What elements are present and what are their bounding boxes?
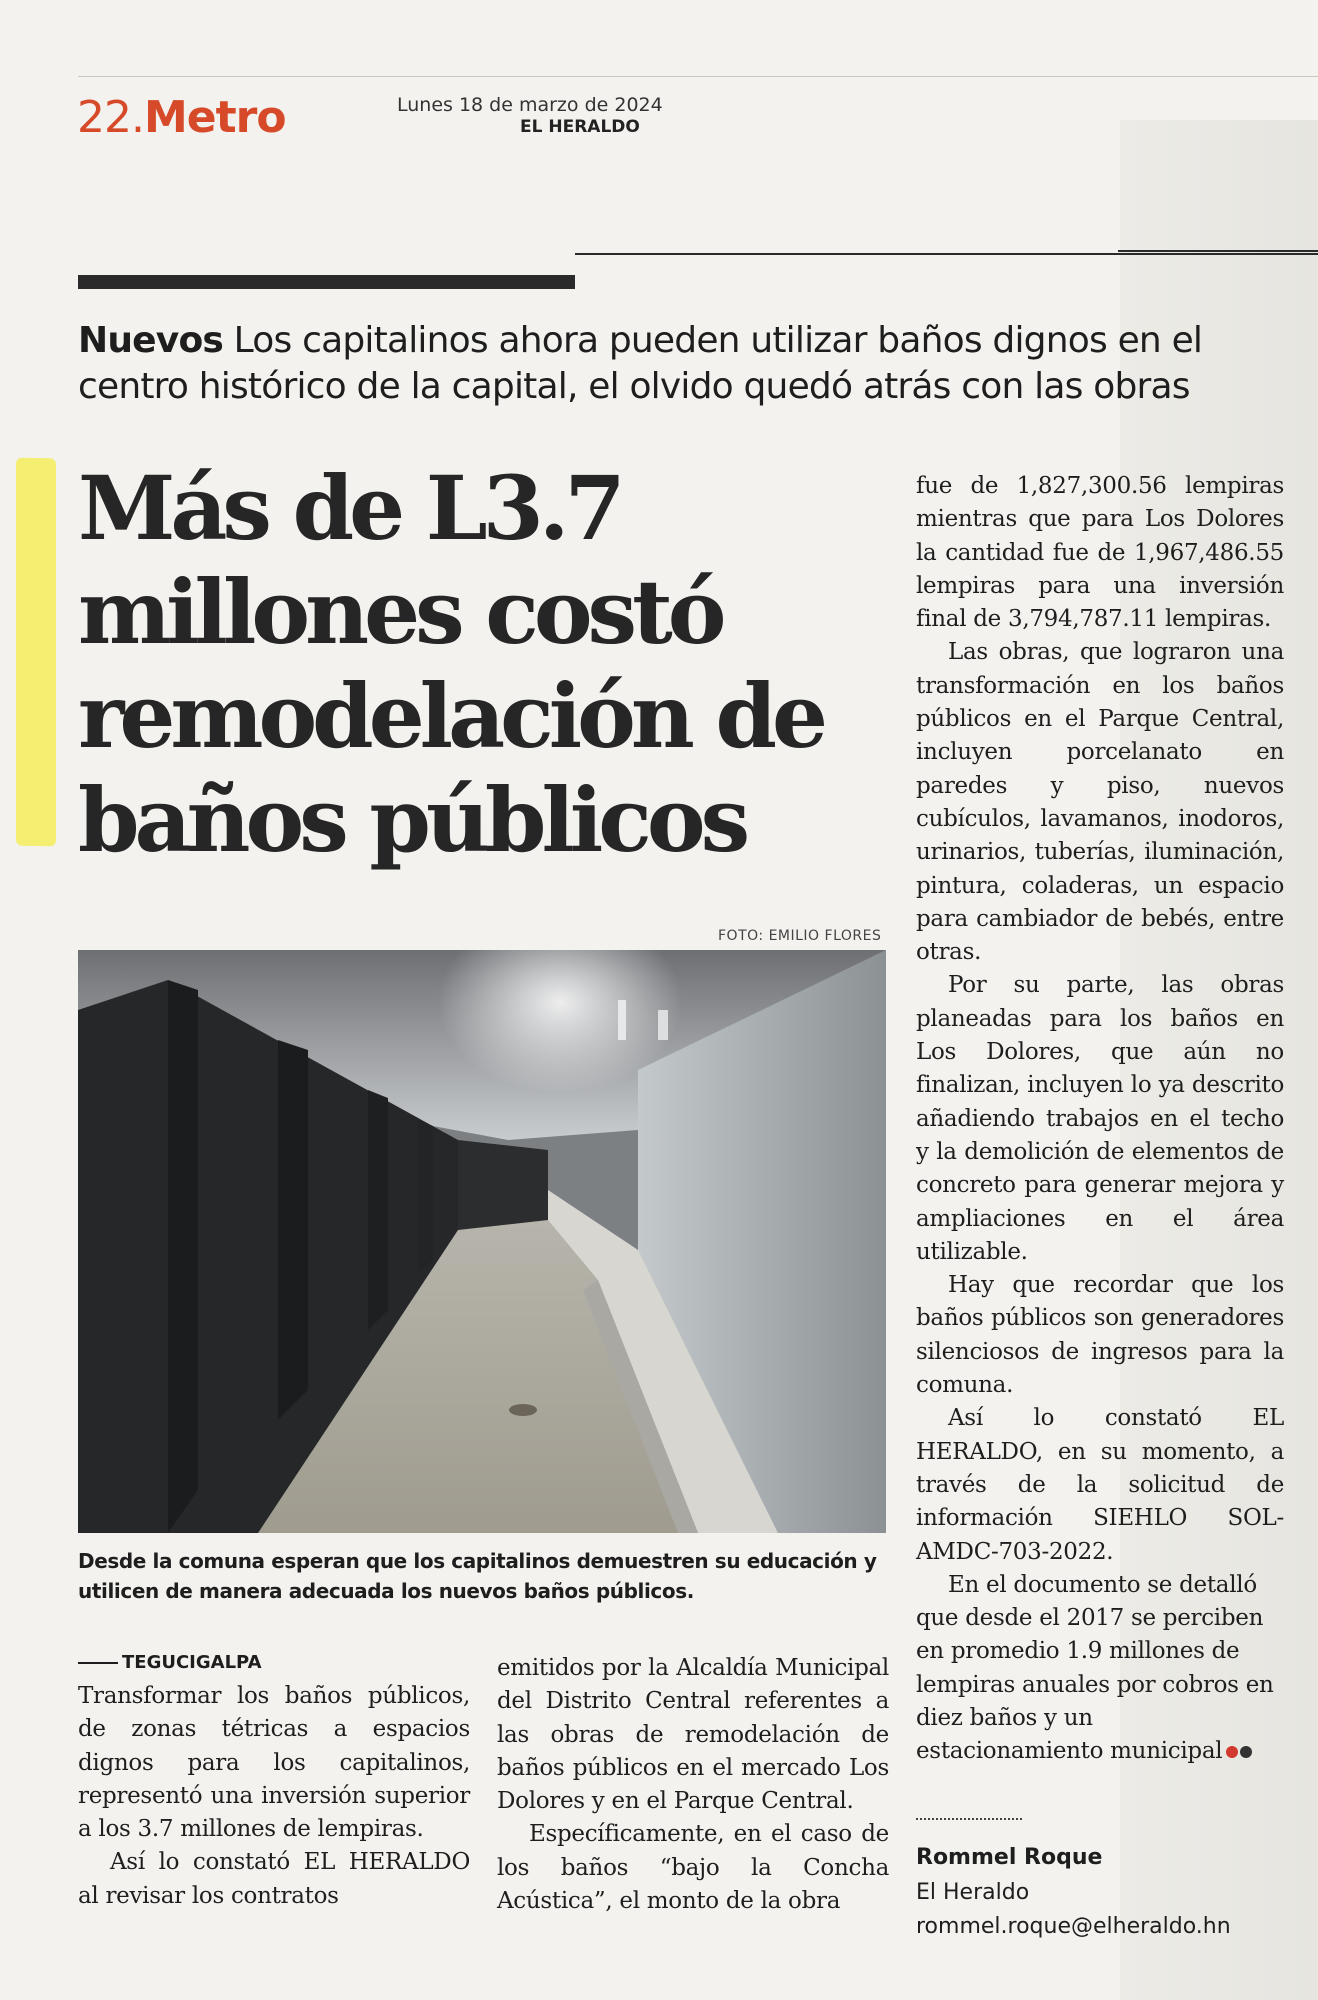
paragraph: Las obras, que lograron una transformación en los baños públicos en el Parque Central, incluyen porcelanato en paredes y piso, nuevos cubículos, lavamanos, inodoros, urinarios, tuberías, iluminación, pintura, coladeras, un espacio para cambiador de bebés, entre otras.: [916, 639, 1284, 966]
section-rule-thin: [575, 253, 1318, 255]
paragraph: Específicamente, en el caso de los baños “bajo la Concha Acústica”, el monto de la obra: [497, 1821, 889, 1915]
paragraph-final: [916, 1569, 1284, 1769]
kicker-lead: Nuevos: [78, 320, 224, 361]
author-outlet: El Heraldo: [916, 1880, 1030, 1905]
photo-credit: FOTO: EMILIO FLORES: [718, 928, 882, 944]
headline-line: baños públicos: [78, 768, 746, 872]
adjacent-page-rule: [1118, 250, 1318, 252]
paragraph: Así lo constató EL HERALDO, en su momento, a través de la solicitud de información SIEHLO SOL-AMDC-703-2022.: [916, 1405, 1284, 1565]
byline-separator: [916, 1818, 1022, 1820]
headline: [78, 456, 918, 872]
author-name: Rommel Roque: [916, 1845, 1103, 1870]
bathroom-photo: [78, 950, 886, 1533]
paragraph: Transformar los baños públicos, de zonas tétricas a espacios dignos para los capitalinos, representó una inversión superior a los 3.7 millones de lempiras.: [78, 1683, 470, 1843]
page-number: 22.: [77, 92, 144, 143]
headline-line: Más de L3.7: [78, 456, 621, 560]
page-header: [77, 92, 286, 143]
headline-line: millones costó: [78, 560, 722, 664]
paragraph: Así lo constató EL HERALDO al revisar los contratos: [78, 1849, 470, 1909]
paragraph-final-text: En el documento se detalló que desde el 2017 se perciben en promedio 1.9 millones de lempiras anuales por cobros en diez baños y un estacionamiento municipal: [916, 1571, 1274, 1765]
highlighter-mark: [16, 458, 56, 847]
body-column-3: [916, 470, 1284, 1769]
photo-caption: Desde la comuna esperan que los capitalinos demuestren su educación y utilicen de manera adecuada los nuevos baños públicos.: [78, 1549, 877, 1603]
end-mark-red-dot: [1226, 1746, 1238, 1758]
newspaper-name: EL HERALDO: [520, 117, 640, 137]
section-name: Metro: [143, 92, 286, 143]
end-mark-dark-dot: [1240, 1746, 1252, 1758]
paragraph: emitidos por la Alcaldía Municipal del Distrito Central referentes a las obras de remodelación de baños públicos en el mercado Los Dolores y en el Parque Central.: [497, 1655, 889, 1815]
issue-date: Lunes 18 de marzo de 2024: [397, 94, 663, 116]
section-rule-thick: [78, 275, 575, 289]
body-column-2: [497, 1652, 889, 1918]
paragraph: fue de 1,827,300.56 lempiras mientras que para Los Dolores la cantidad fue de 1,967,486.55 lempiras para una inversión final de 3,794,787.11 lempiras.: [916, 473, 1284, 633]
paragraph: Hay que recordar que los baños públicos son generadores silenciosos de ingresos para la comuna.: [916, 1272, 1284, 1399]
top-rule: [78, 76, 1318, 77]
body-column-1: [78, 1652, 470, 1913]
dateline-text: TEGUCIGALPA: [122, 1652, 262, 1673]
headline-line: remodelación de: [78, 664, 823, 768]
kicker-text: Los capitalinos ahora pueden utilizar baños dignos en el centro histórico de la capital, el olvido quedó atrás con las obras: [78, 320, 1203, 407]
kicker: [78, 318, 1278, 410]
author-email: rommel.roque@elheraldo.hn: [916, 1914, 1231, 1939]
paragraph: Por su parte, las obras planeadas para los baños en Los Dolores, que aún no finalizan, incluyen lo ya descrito añadiendo trabajos en el techo y la demolición de elementos de concreto para generar mejora y ampliaciones en el área utilizable.: [916, 972, 1284, 1265]
